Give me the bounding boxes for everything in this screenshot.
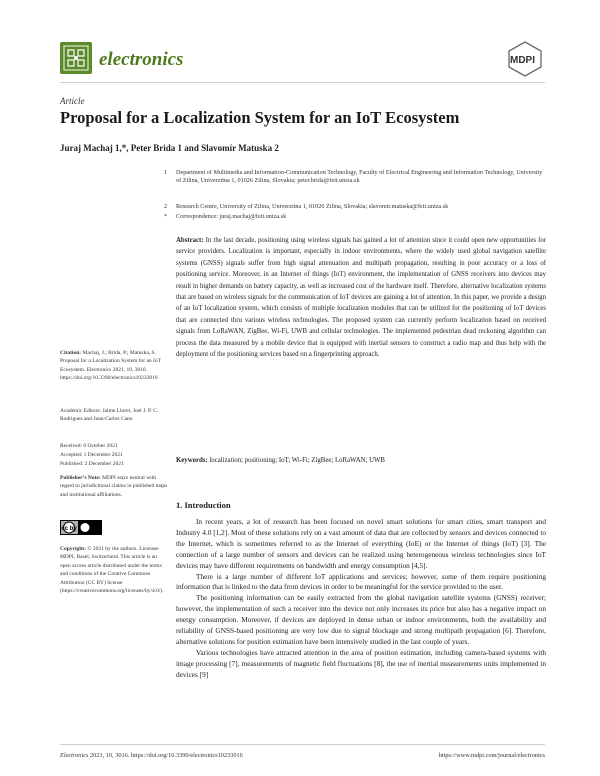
introduction-body (176, 517, 546, 681)
date-accepted: Accepted: 1 December 2021 (60, 452, 123, 458)
copyright-label: Copyright: (60, 546, 86, 552)
journal-name: electronics (99, 49, 184, 70)
keywords-label: Keywords: (176, 457, 208, 464)
date-received: Received: 6 October 2021 (60, 443, 118, 449)
paragraph: There is a large number of different IoT applications and services; however, some of them require positioning information that is linked to the data from devices in order to be meaningful for the service provided to the user. (176, 571, 546, 592)
paragraph: Various technologies have attracted attention in the area of position estimation, including camera-based systems with image processing [7], measurements of magnetic field fluctuations [8], the use of inertial measurements units implemented in devices [9] (176, 647, 546, 679)
abstract-text: In the last decade, positioning using wireless signals has gained a lot of attention since it could open new opportunities for service providers. Localization is important, especially in indoor environments, where the widely used global navigation satellite systems (GNSS) signals suffer from high signal attenuation and multipath propagation, resulting in poor accuracy or a loss of positioning service. Moreover, in an Internet of things (IoT) environment, the implementation of GNSS receivers into devices may result in higher demands on battery capacity, as well as increased cost of the hardware itself. Therefore, alternative localization systems that are based on wireless signals for the communication of IoT devices are gaining a lot of attention. In this paper, we provide a design of an IoT localization system, which consists of multiple localization modules that can be utilized for the positioning of IoT devices that are connected thru various wireless technologies. The proposed system can currently perform localization based on received signals from LoRaWAN, ZigBee, Wi-Fi, UWB and cellular technologies. The implemented pedestrian dead reckoning algorithm can process the data measured by a mobile device that is equipped with inertial sensors to construct a radio map and thus help with the deployment of the positioning services based on a fingerprinting approach. (176, 237, 546, 359)
abstract (176, 235, 546, 360)
affiliation-2 (164, 203, 546, 211)
copyright-text: © 2021 by the authors. Licensee MDPI, Basel, Switzerland. This article is an open access article distributed under the terms and conditions of the Creative Commons Attribution (CC BY) license (https://creativecommons.org/licenses/by/4.0/). (60, 546, 164, 595)
footer-citation (60, 752, 243, 759)
publisher-note-label: Publisher’s Note: (60, 475, 101, 481)
author-list[interactable]: Juraj Machaj 1,*, Peter Brida 1 and Slavomír Matuska 2 (60, 143, 279, 153)
cc-badge-text: cc by (61, 526, 77, 532)
affiliation-text: Department of Multimedia and Information-Communication Technology, Faculty of Electrical Engineering and Information Technology, University of Zilina, Univerzitna 1, 01026 Zilina, Slovakia; peter.brida@feit.uniza.sk (176, 169, 543, 185)
keywords-text: localization; positioning; IoT; Wi-Fi; ZigBee; LoRaWAN; UWB (209, 457, 385, 464)
correspondence (164, 213, 546, 221)
copyright-block (60, 545, 168, 595)
journal-logo-icon (60, 42, 92, 74)
affiliation-number: 2 (164, 203, 168, 210)
affiliation-number: * (164, 213, 168, 220)
footer-divider (60, 744, 545, 745)
article-title: Proposal for a Localization System for an IoT Ecosystem (60, 108, 460, 127)
paragraph: The positioning information can be easily extracted from the global navigation satellite systems (GNSS) receiver; however, the implementation of such a receiver into the device not only increases its price but also has a negative impact on energy consumption. Moreover, if devices are deployed in dense urban or indoor environments, both the availability and reliability of GNSS-based positioning are very low due to signal blockage and strong multipath propagation [6]. Therefore, alternative solutions for position estimation have been intensively studied in the last couple of years. (176, 593, 546, 646)
publisher-note (60, 474, 168, 499)
affiliation-number: 1 (164, 169, 168, 176)
citation-label: Citation: (60, 350, 82, 356)
footer-citation-text[interactable]: 2021, 10, 3016. https://doi.org/10.3390/electronics10233016 (90, 752, 243, 759)
abstract-label: Abstract: (176, 237, 204, 244)
affiliation-1 (164, 169, 546, 186)
header-divider (60, 82, 545, 83)
affiliation-text: Research Centre, University of Zilina, Univerzitna 1, 01026 Zilina, Slovakia; slavomir.matuska@feit.uniza.sk (176, 203, 449, 210)
publisher-name: MDPI (510, 55, 535, 66)
keywords (176, 455, 546, 466)
date-published: Published: 2 December 2021 (60, 461, 124, 467)
footer-journal: Electronics (60, 752, 89, 759)
article-type: Article (60, 96, 85, 106)
citation-text[interactable]: Machaj, J.; Brida, P.; Matuska, S. Proposal for a Localization System for an IoT Ecosystem. Electronics 2021, 10, 3016. https://doi.org/10.3390/electronics10233016 (60, 350, 161, 382)
academic-editors: Academic Editors: Jaime Lloret, Joel J. P. C. Rodrigues and Juan-Carlos Cano (60, 408, 159, 423)
footer-journal-url[interactable]: https://www.mdpi.com/journal/electronics (438, 752, 545, 759)
correspondence-text[interactable]: Correspondence: juraj.machaj@feit.uniza.sk (176, 213, 287, 220)
publisher-note-text: MDPI stays neutral with regard to jurisdictional claims in published maps and institutional affiliations. (60, 475, 168, 498)
section-heading-introduction: 1. Introduction (176, 500, 231, 510)
citation-block (60, 349, 168, 383)
paragraph: In recent years, a lot of research has been focused on novel smart solutions for smart cities, smart transport and Industry 4.0 [1,2]. Most of these solutions rely on a vast amount of data that are collected by sensors and devices connected to the Internet, which is sometimes referred to as the Internet of everything (IoE) or the Internet of things (IoT) [3]. The connection of a large number of sensors and devices can be realized using heterogeneous wireless technologies since IoT devices may have different requirements on bandwidth and energy consumption [4,5]. (176, 517, 546, 570)
cc-by-license-icon[interactable] (60, 520, 102, 535)
